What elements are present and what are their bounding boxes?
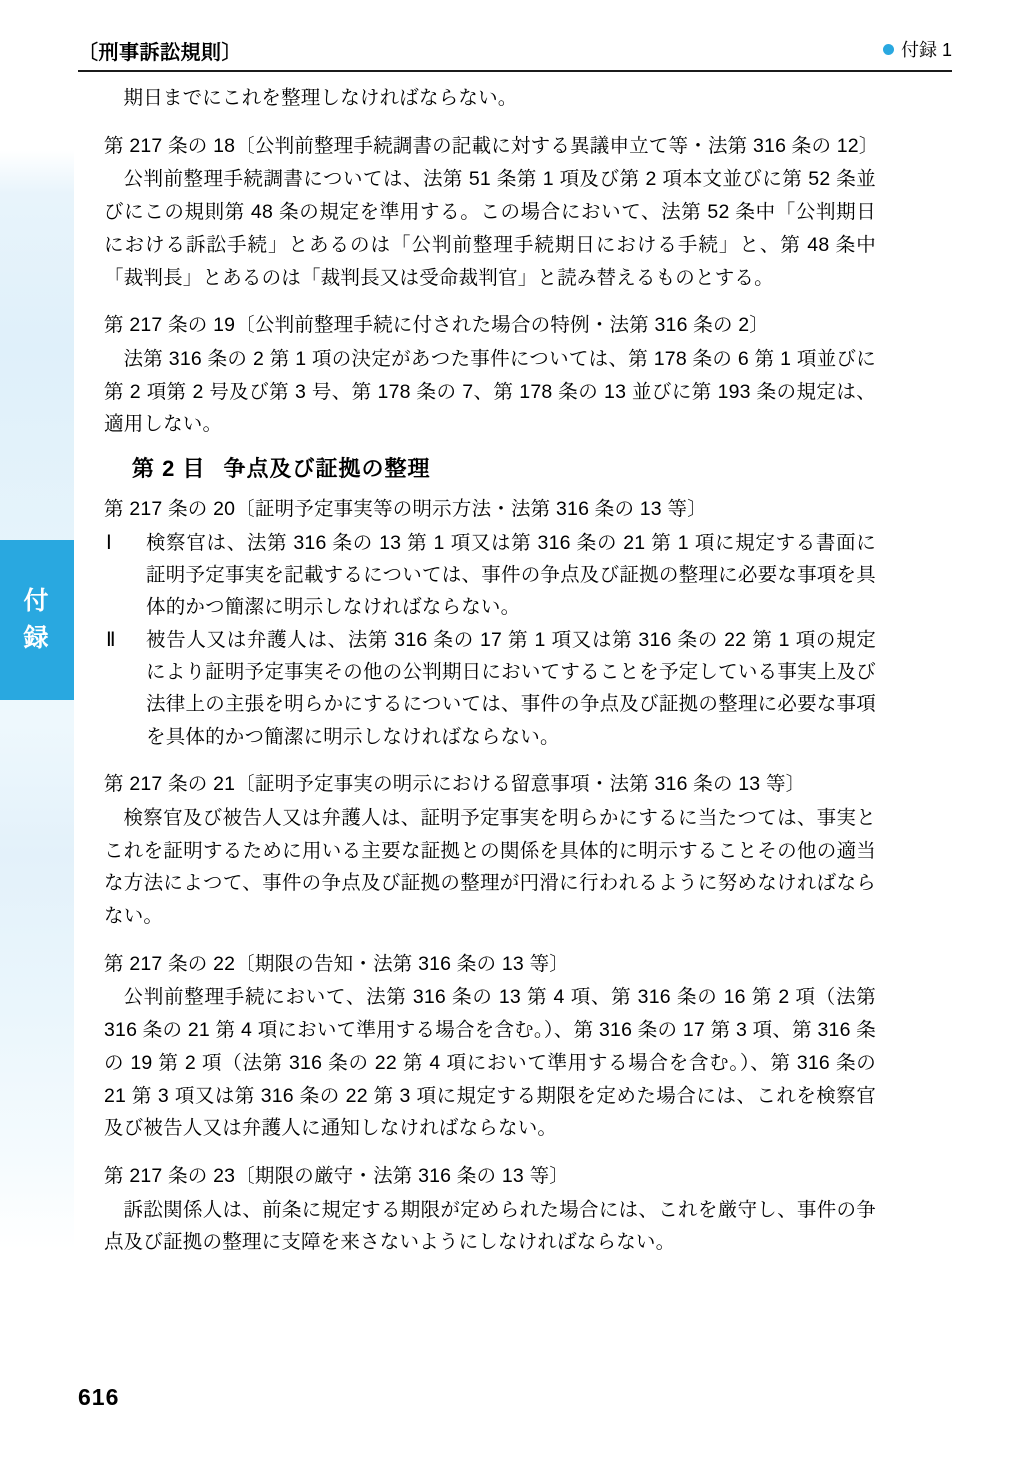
header-book-title: 〔刑事訴訟規則〕 xyxy=(78,42,242,64)
article-217-23-heading: 第 217 条の 23〔期限の厳守・法第 316 条の 13 等〕 xyxy=(104,1165,569,1188)
article-217-18-heading: 第 217 条の 18〔公判前整理手続調書の記載に対する異議申立て等・法第 316 条の 12〕 xyxy=(104,134,879,157)
appendix-thumb-tab xyxy=(0,540,74,700)
item-number-2: Ⅱ xyxy=(106,628,116,651)
section-heading-name: 争点及び証拠の整理 xyxy=(223,456,431,482)
sidebar-gradient-band xyxy=(0,150,74,1250)
article-217-19-text: 法第 316 条の 2 第 1 項の決定があつた事件については、第 178 条の 6 第 1 項並びに第 2 項第 2 号及び第 3 号、第 178 条の 7、第 178 条の 13 並びに第 193 条の規定は、適用しない。 xyxy=(104,347,876,436)
article-217-21-heading: 第 217 条の 21〔証明予定事実の明示における留意事項・法第 316 条の 13 等〕 xyxy=(104,773,806,796)
article-217-22-heading: 第 217 条の 22〔期限の告知・法第 316 条の 13 等〕 xyxy=(104,952,569,975)
page-number: 616 xyxy=(78,1384,120,1410)
header-appendix-label xyxy=(883,36,952,62)
section-heading xyxy=(104,451,876,488)
item-text-1: 検察官は、法第 316 条の 13 第 1 項又は第 316 条の 21 第 1 項に規定する書面に証明予定事実を記載するについては、事件の争点及び証拠の整理に必要な事項を具体的かつ簡潔に明示しなければならない。 xyxy=(146,531,876,619)
page-header xyxy=(78,36,952,72)
article-217-19-heading: 第 217 条の 19〔公判前整理手続に付された場合の特例・法第 316 条の 2〕 xyxy=(104,314,770,337)
item-text-2: 被告人又は弁護人は、法第 316 条の 17 第 1 項又は第 316 条の 22 第 1 項の規定により証明予定事実その他の公判期日においてすることを予定している事実上及び法律上の主張を明らかにするについては、事件の争点及び証拠の整理に必要な事項を具体的かつ簡潔に明示しなければならない。 xyxy=(146,628,876,748)
article-217-20-heading: 第 217 条の 20〔証明予定事実等の明示方法・法第 316 条の 13 等〕 xyxy=(104,498,707,521)
header-appendix-text: 付録 1 xyxy=(900,40,952,60)
article-217-20-item-2 xyxy=(104,624,876,753)
page-content xyxy=(104,82,879,1261)
thumb-tab-char-2: 録 xyxy=(23,624,51,652)
article-217-23-text: 訴訟関係人は、前条に規定する期限が定められた場合には、これを厳守し、事件の争点及び証拠の整理に支障を来さないようにしなければならない。 xyxy=(104,1198,876,1254)
article-217-18-text: 公判前整理手続調書については、法第 51 条第 1 項及び第 2 項本文並びに第 52 条並びにこの規則第 48 条の規定を準用する。この場合において、法第 52 条中「公判期日における訴訟手続」とあるのは「公判前整理手続期日における手続」と、第 48 条中「裁判長」とあるのは「裁判長又は受命裁判官」と読み替えるものとする。 xyxy=(104,168,876,289)
continuation-paragraph: 期日までにこれを整理しなければならない。 xyxy=(123,87,518,109)
bullet-dot-icon xyxy=(883,44,894,55)
article-217-20-item-1 xyxy=(104,527,876,624)
thumb-tab-char-1: 付 xyxy=(23,586,51,615)
article-217-21-text: 検察官及び被告人又は弁護人は、証明予定事実を明らかにするに当たつては、事実とこれを証明するために用いる主要な証拠との関係を具体的に明示することその他の適当な方法によつて、事件の争点及び証拠の整理が円滑に行われるように努めなければならない。 xyxy=(104,806,876,928)
article-217-22-text: 公判前整理手続において、法第 316 条の 13 第 4 項、第 316 条の 16 第 2 項（法第 316 条の 21 第 4 項において準用する場合を含む。）、第 316 条の 17 第 3 項、第 316 条の 19 第 2 項（法第 316 条の 22 第 4 項において準用する場合を含む。）、第 316 条の 21 第 3 項又は第 316 条の 22 第 3 項に規定する期限を定めた場合には、これを検察官及び被告人又は弁護人に通知しなければならない。 xyxy=(104,986,876,1140)
item-number-1: Ⅰ xyxy=(106,531,112,554)
section-heading-label: 第 2 目 xyxy=(132,456,206,482)
